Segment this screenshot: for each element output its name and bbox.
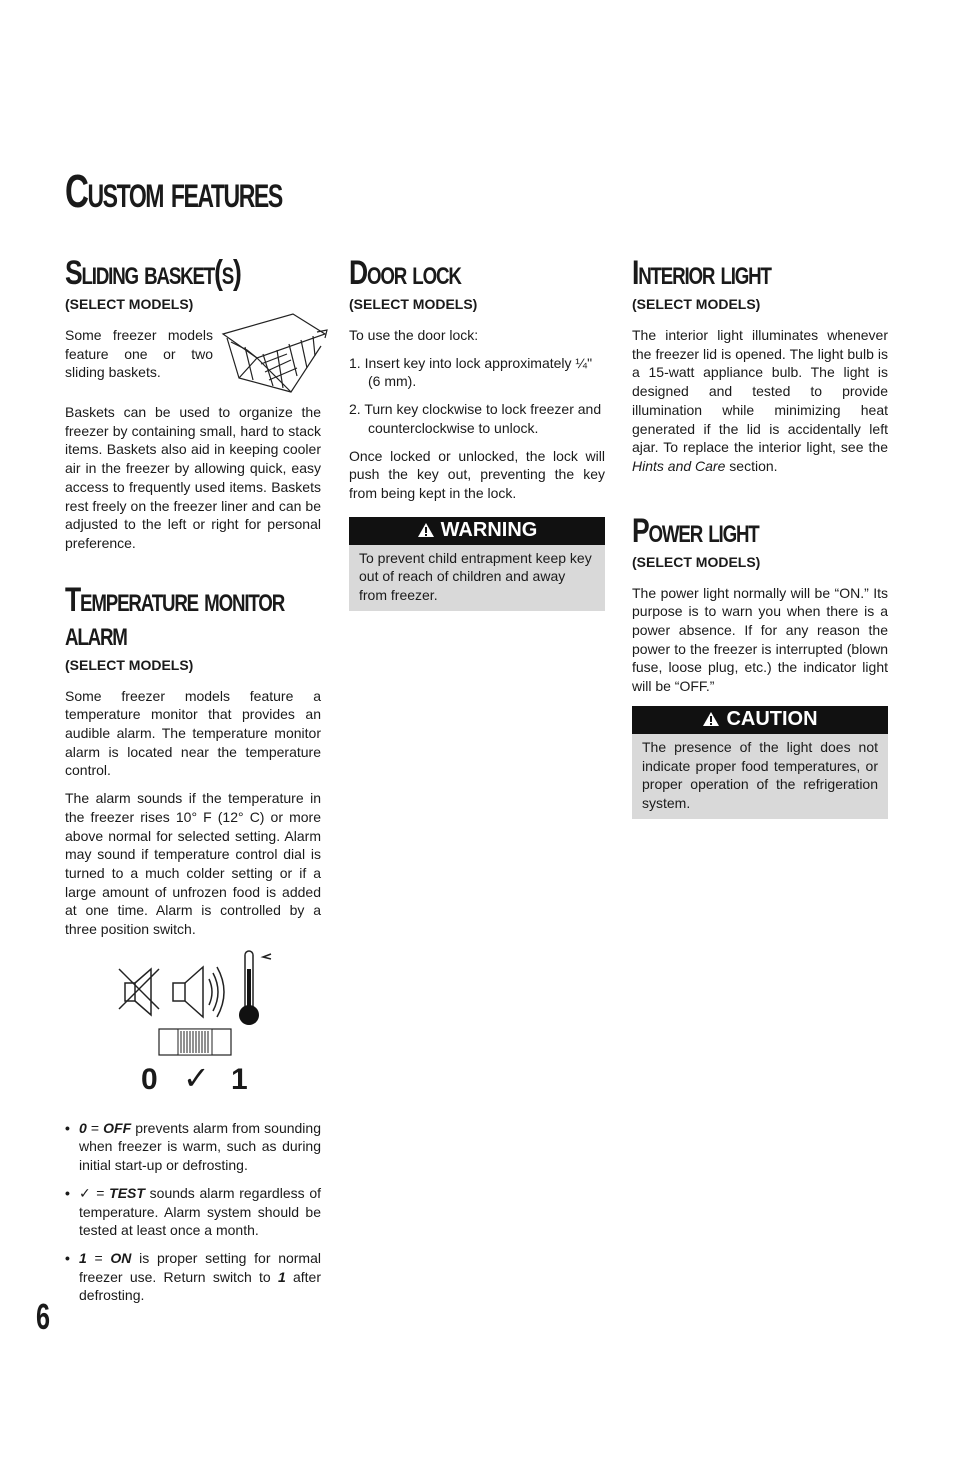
- warning-box: [349, 517, 605, 611]
- power-light-section: [632, 511, 888, 819]
- temp-alarm-section: [65, 580, 322, 1305]
- alarm-switch-figure: [65, 949, 321, 1109]
- power-light-heading: Power light: [632, 511, 759, 550]
- door-lock-intro: To use the door lock:: [349, 327, 479, 343]
- door-lock-p2: Once locked or unlocked, the lock will push the key out, preventing the key from being kept in the lock.: [349, 447, 605, 501]
- warning-label: WARNING: [440, 518, 538, 541]
- sliding-basket-section: [65, 256, 321, 553]
- caution-box: [632, 706, 888, 819]
- temp-alarm-select-models: (SELECT MODELS): [65, 656, 194, 673]
- warning-triangle-icon: [702, 711, 720, 727]
- page-title: Custom features: [65, 165, 282, 217]
- interior-light-p1: The interior light illuminates whenever the freezer lid is opened. The light bulb is a 15-watt appliance bulb. The light is designed and tested to provide illumination while minimizing heat generated if the lid is accidentally left ajar. To replace the interior light, see the Hints and Care section.: [632, 327, 888, 474]
- page-number: 6: [36, 1296, 51, 1337]
- switch-icon: [159, 1029, 231, 1055]
- temp-alarm-p1: Some freezer models feature a temperature monitor that provides an audible alarm. The temperature monitor alarm is located near the temperature control.: [65, 687, 321, 779]
- warning-triangle-icon: [417, 522, 435, 538]
- thermometer-icon: [239, 951, 271, 1025]
- power-light-select-models: (SELECT MODELS): [632, 553, 761, 570]
- door-lock-heading: Door lock: [349, 254, 461, 292]
- speaker-icon: [173, 967, 224, 1017]
- temp-alarm-p2: The alarm sounds if the temperature in the freezer rises 10° F (12° C) or more above normal for selected setting. Alarm may sound if temperature control dial is turned to a much colder setting or if a large amount of unfrozen food is added at one time. Alarm is controlled by a three position switch.: [65, 790, 321, 938]
- basket-illustration: [217, 312, 329, 401]
- column-left: [65, 256, 321, 1314]
- caution-text: The presence of the light does not indicate proper food temperatures, or proper operation of the refrigeration system.: [642, 738, 878, 811]
- column-right: [632, 256, 888, 819]
- list-item: • 0 = OFF prevents alarm from sounding when freezer is warm, such as during initial start-up or defrosting.: [65, 1119, 321, 1175]
- sliding-basket-p2: Baskets can be used to organize the freezer by containing small, hard to stack items. Baskets also aid in keeping cooler air in the freezer by allowing quick, easy access to frequently used items. Baskets rest freely on the freezer liner and can be adjusted to the left or right for personal preference.: [65, 404, 321, 551]
- caution-label: CAUTION: [726, 707, 818, 730]
- warning-text: To prevent child entrapment keep key out of reach of children and away from freezer.: [359, 549, 592, 604]
- interior-light-select-models: (SELECT MODELS): [632, 296, 761, 312]
- door-lock-steps: [349, 354, 605, 438]
- list-item: 1. Insert key into lock approximately ¼" (6 mm).: [349, 354, 593, 390]
- power-light-p1: The power light normally will be “ON.” Its purpose is to warn you when there is a power absence. If for any reason the power to the freezer is interrupted (blown fuse, loose plug, etc.) the indicator light will be “OFF.”: [632, 584, 888, 695]
- sliding-basket-heading: Sliding basket(s): [65, 254, 241, 292]
- switch-settings-list: [65, 1119, 321, 1305]
- switch-label-test: ✓: [183, 1059, 210, 1096]
- list-item: • ✓ = TEST sounds alarm regardless of temperature. Alarm system should be tested at least once a month.: [65, 1184, 321, 1240]
- sliding-basket-select-models: (SELECT MODELS): [65, 296, 194, 312]
- door-lock-select-models: (SELECT MODELS): [349, 296, 478, 312]
- sliding-basket-p1: Some freezer models feature one or two sliding baskets.: [65, 327, 213, 381]
- switch-label-on: 1: [231, 1062, 248, 1096]
- list-item: • 1 = ON is proper setting for normal freezer use. Return switch to 1 after defrosting.: [65, 1249, 321, 1305]
- muted-speaker-icon: [119, 969, 159, 1015]
- column-middle: [349, 256, 605, 611]
- interior-light-heading: Interior light: [632, 254, 771, 292]
- temp-alarm-heading: Temperature monitor alarm: [65, 580, 285, 653]
- list-item: 2. Turn key clockwise to lock freezer and counterclockwise to unlock.: [349, 401, 602, 436]
- switch-label-off: 0: [141, 1062, 158, 1096]
